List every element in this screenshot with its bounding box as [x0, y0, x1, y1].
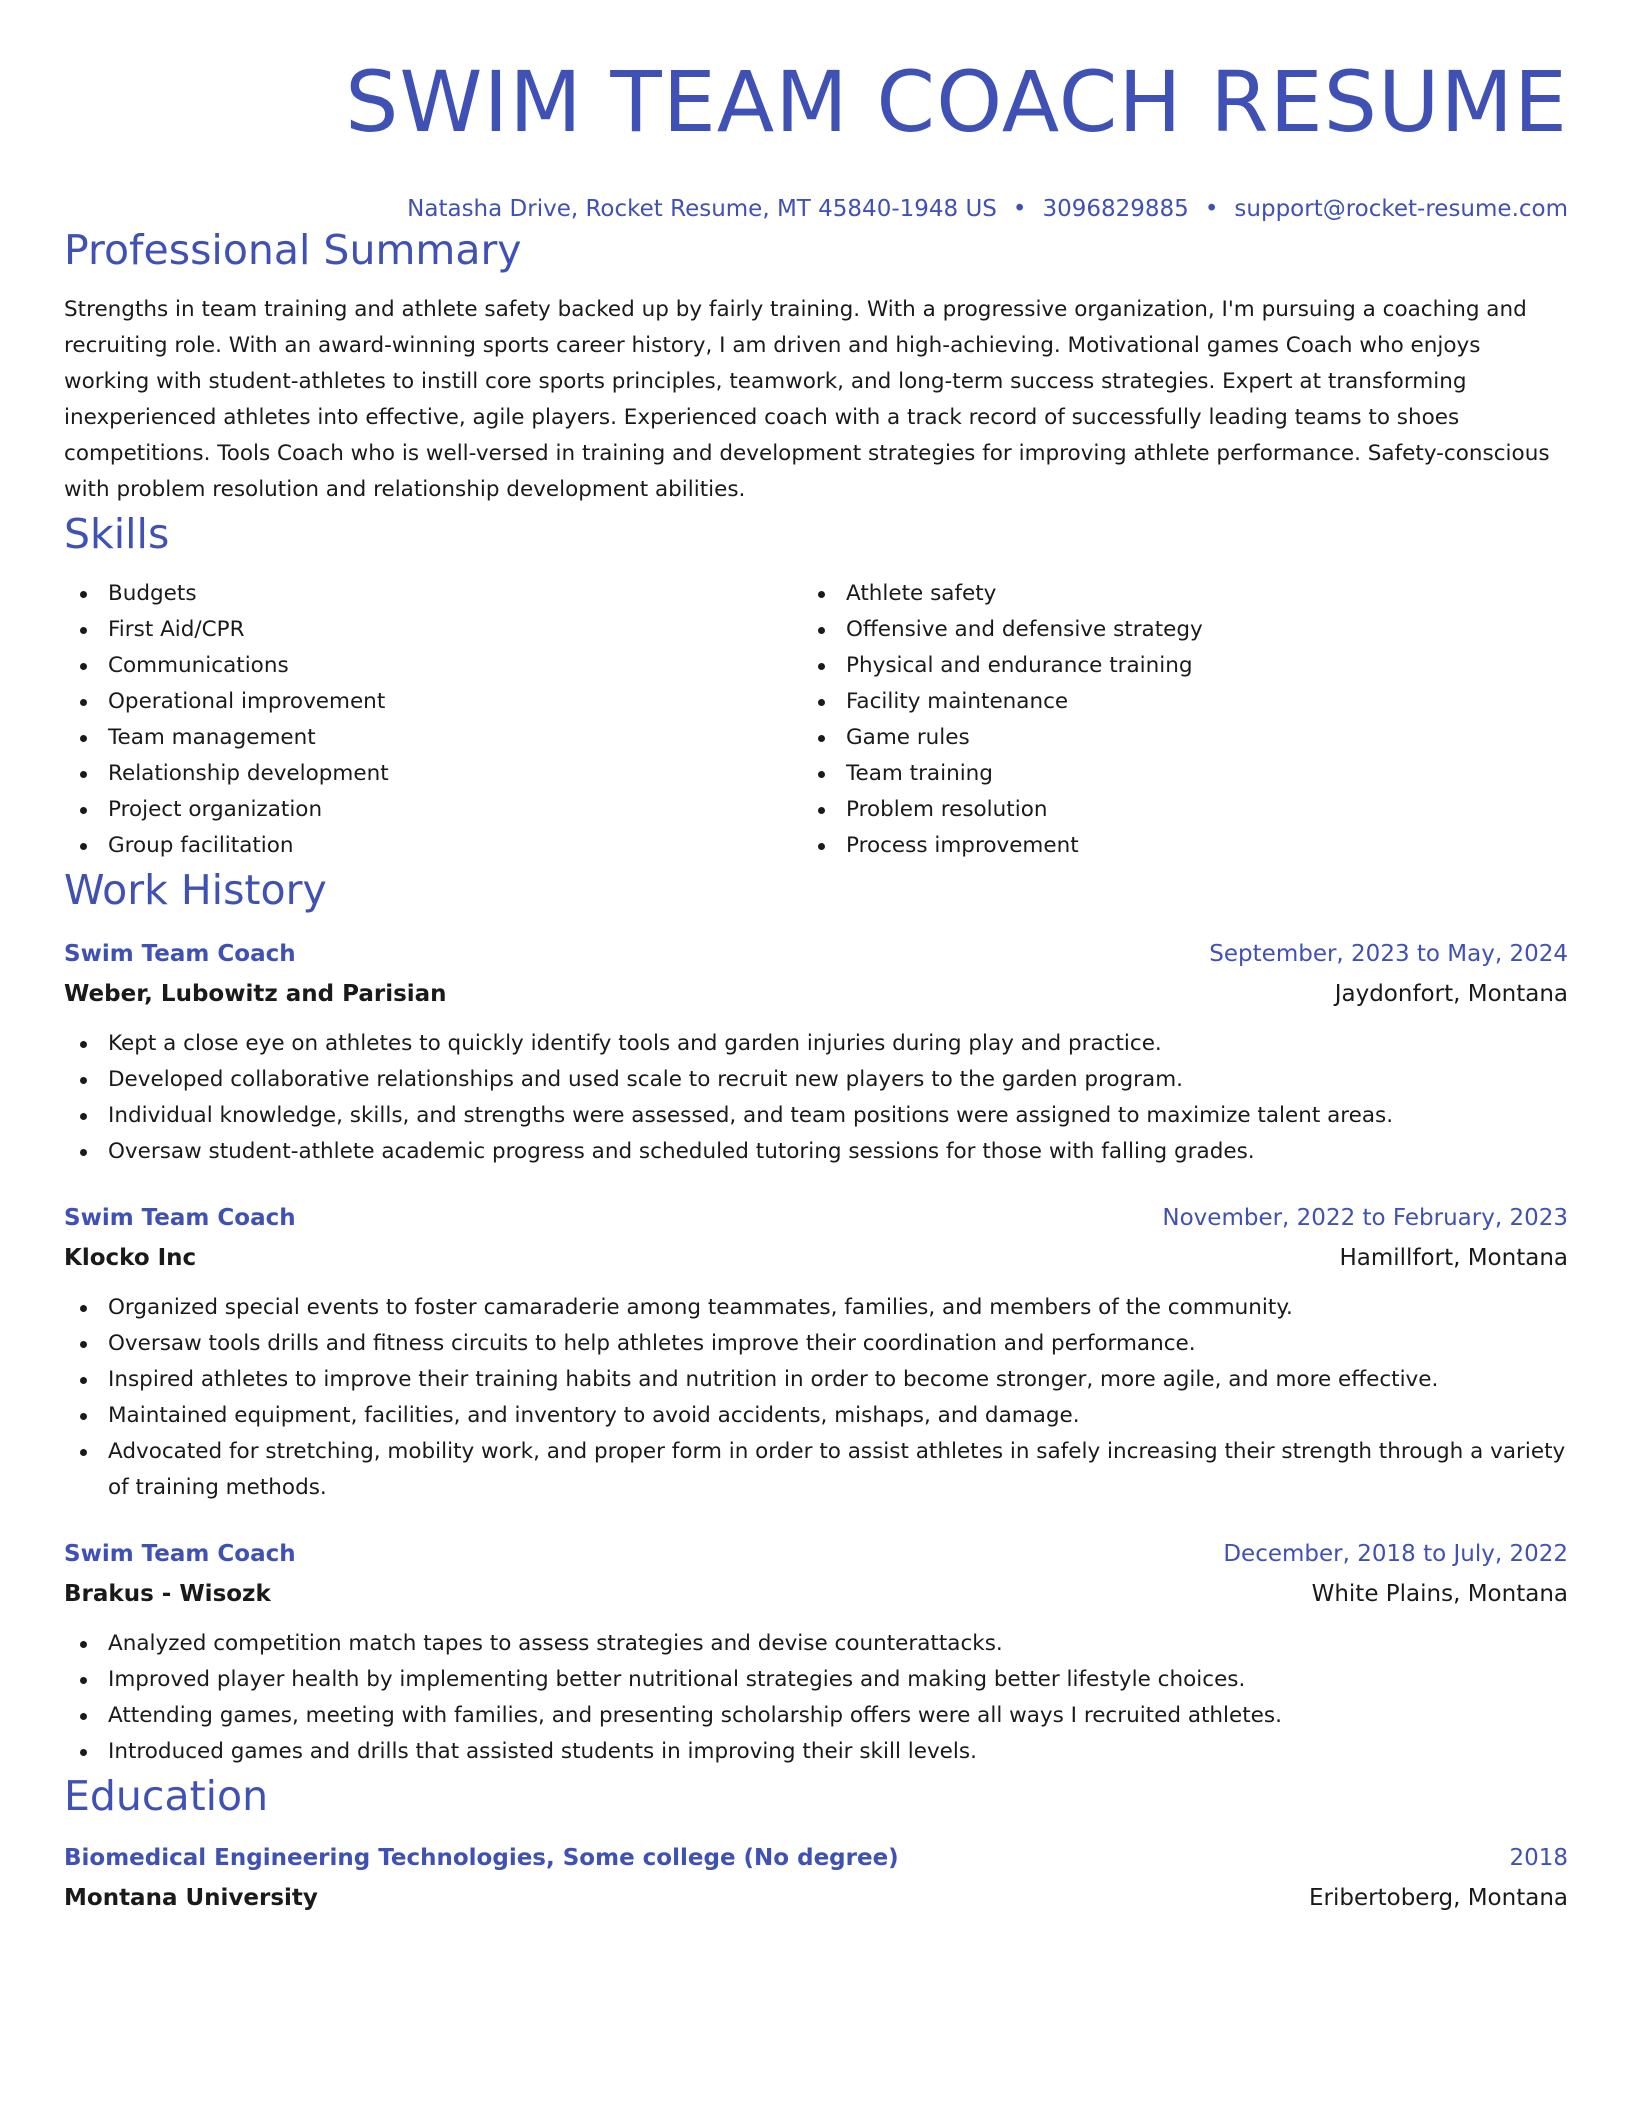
job-dates: September, 2023 to May, 2024 [1209, 941, 1568, 967]
job-role: Swim Team Coach [64, 1205, 296, 1231]
skill-item: Facility maintenance [802, 684, 1540, 720]
job-bullets [64, 1290, 1568, 1506]
job-location: White Plains, Montana [1311, 1581, 1568, 1607]
summary-text: Strengths in team training and athlete safety backed up by fairly training. With a progressive organization, I'm pursuing a coaching and recruiting role. With an award-winning sports career history, I am driven and high-achieving. Motivational games Coach who enjoys working with student-athletes to instill core sports principles, teamwork, and long-term success strategies. Expert at transforming inexperienced athletes into effective, agile players. Experienced coach with a track record of successfully leading teams to shoes competitions. Tools Coach who is well-versed in training and development strategies for improving athlete performance. Safety-conscious with problem resolution and relationship development abilities. [64, 297, 1550, 502]
skill-item: Game rules [802, 720, 1540, 756]
contact-line [64, 194, 1568, 224]
skill-item: Relationship development [64, 756, 802, 792]
job-entry [64, 1534, 1568, 1770]
job-bullet: Analyzed competition match tapes to assess strategies and devise counterattacks. [64, 1626, 1568, 1662]
skill-item: Athlete safety [802, 576, 1540, 612]
skills-column-left [64, 576, 802, 864]
contact-address: Natasha Drive, Rocket Resume, MT 45840-1948 US [407, 196, 997, 222]
job-location: Jaydonfort, Montana [1334, 981, 1568, 1007]
skill-item: Physical and endurance training [802, 648, 1540, 684]
resume-title: SWIM TEAM COACH RESUME [345, 53, 1568, 151]
job-dates: November, 2022 to February, 2023 [1162, 1205, 1568, 1231]
job-bullet: Improved player health by implementing better nutritional strategies and making better lifestyle choices. [64, 1662, 1568, 1698]
job-entry [64, 1198, 1568, 1506]
job-employer: Brakus - Wisozk [64, 1581, 271, 1607]
skill-item: Project organization [64, 792, 802, 828]
education-degree: Biomedical Engineering Technologies, Some college (No degree) [64, 1845, 899, 1871]
job-bullets [64, 1026, 1568, 1170]
skill-item: Process improvement [802, 828, 1540, 864]
skills-heading: Skills [64, 510, 170, 558]
education-year: 2018 [1509, 1845, 1568, 1871]
summary-heading: Professional Summary [64, 226, 522, 274]
job-entry [64, 934, 1568, 1170]
job-bullets [64, 1626, 1568, 1770]
job-bullet: Oversaw tools drills and fitness circuits to help athletes improve their coordination and performance. [64, 1326, 1568, 1362]
skill-item: First Aid/CPR [64, 612, 802, 648]
skill-item: Offensive and defensive strategy [802, 612, 1540, 648]
contact-separator: • [1204, 196, 1219, 222]
job-bullet: Inspired athletes to improve their training habits and nutrition in order to become stronger, more agile, and more effective. [64, 1362, 1568, 1398]
contact-email: support@rocket-resume.com [1234, 196, 1568, 222]
skill-item: Problem resolution [802, 792, 1540, 828]
skills-column-right [802, 576, 1540, 864]
contact-phone: 3096829885 [1042, 196, 1189, 222]
job-role: Swim Team Coach [64, 941, 296, 967]
job-bullet: Developed collaborative relationships and used scale to recruit new players to the garden program. [64, 1062, 1568, 1098]
skill-item: Operational improvement [64, 684, 802, 720]
contact-separator: • [1012, 196, 1027, 222]
skills-list [64, 576, 1568, 864]
skill-item: Budgets [64, 576, 802, 612]
job-bullet: Oversaw student-athlete academic progress and scheduled tutoring sessions for those with falling grades. [64, 1134, 1568, 1170]
job-bullet: Individual knowledge, skills, and strengths were assessed, and team positions were assigned to maximize talent areas. [64, 1098, 1568, 1134]
job-bullet: Maintained equipment, facilities, and inventory to avoid accidents, mishaps, and damage. [64, 1398, 1568, 1434]
skill-item: Team management [64, 720, 802, 756]
job-location: Hamillfort, Montana [1339, 1245, 1568, 1271]
skill-item: Group facilitation [64, 828, 802, 864]
job-bullet: Organized special events to foster camaraderie among teammates, families, and members of the community. [64, 1290, 1568, 1326]
job-dates: December, 2018 to July, 2022 [1223, 1541, 1568, 1567]
education-location: Eribertoberg, Montana [1309, 1885, 1568, 1911]
skill-item: Team training [802, 756, 1540, 792]
education-heading: Education [64, 1772, 269, 1820]
education-entry [64, 1838, 1568, 1918]
job-bullet: Attending games, meeting with families, and presenting scholarship offers were all ways I recruited athletes. [64, 1698, 1568, 1734]
job-role: Swim Team Coach [64, 1541, 296, 1567]
job-bullet: Kept a close eye on athletes to quickly identify tools and garden injuries during play and practice. [64, 1026, 1568, 1062]
job-bullet: Introduced games and drills that assisted students in improving their skill levels. [64, 1734, 1568, 1770]
work-history-heading: Work History [64, 866, 327, 914]
job-employer: Weber, Lubowitz and Parisian [64, 981, 447, 1007]
job-bullet: Advocated for stretching, mobility work, and proper form in order to assist athletes in safely increasing their strength through a variety of training methods. [64, 1434, 1568, 1506]
job-employer: Klocko Inc [64, 1245, 197, 1271]
education-school: Montana University [64, 1885, 318, 1911]
skill-item: Communications [64, 648, 802, 684]
